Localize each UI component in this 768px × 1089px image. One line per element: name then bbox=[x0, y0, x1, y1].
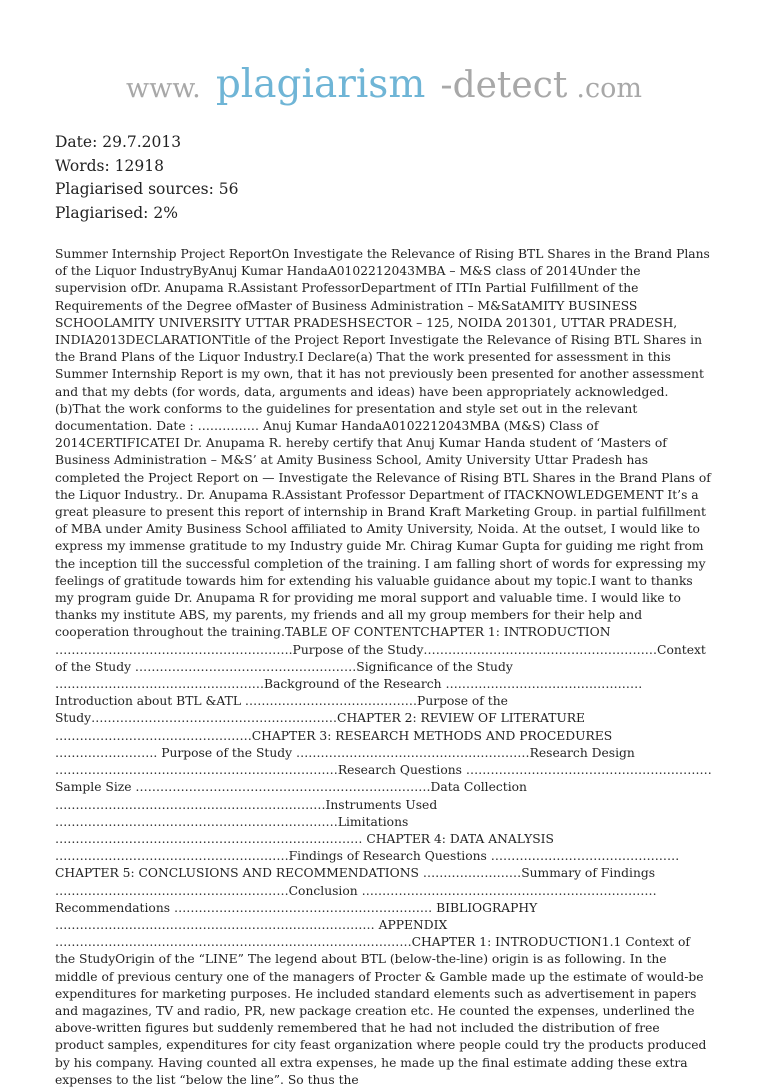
report-date-row bbox=[55, 131, 238, 155]
document-body-text: Summer Internship Project ReportOn Investigate the Relevance of Rising BTL Shares in the Brand Plans of the Liquor IndustryByAnuj Kumar HandaA0102212043MBA – M&S class of 2014Under the supervision ofDr. Anupama R.Assistant ProfessorDepartment of ITIn Partial Fulfillment of the Requirements of the Degree ofMaster of Business Administration – M&SatAMITY BUSINESS SCHOOLAMITY UNIVERSITY UTTAR PRADESHSECTOR – 125, NOIDA 201301, UTTAR PRADESH, INDIA2013DECLARATIONTitle of the Project Report Investigate the Relevance of Rising BTL Shares in the Brand Plans of the Liquor Industry.I Declare(a) That the work presented for assessment in this Summer Internship Report is my own, that it has not previously been presented for another assessment and that my debts (for words, data, arguments and ideas) have been appropriately acknowledged.(b)That the work conforms to the guidelines for presentation and style set out in the relevant documentation. Date : …………… Anuj Kumar HandaA0102212043MBA (M&S) Class of 2014CERTIFICATEI Dr. Anupama R. hereby certify that Anuj Kumar Handa student of ‘Masters of Business Administration – M&S’ at Amity Business School, Amity University Uttar Pradesh has completed the Project Report on — Investigate the Relevance of Rising BTL Shares in the Brand Plans of the Liquor Industry.. Dr. Anupama R.Assistant Professor Department of ITACKNOWLEDGEMENT It’s a great pleasure to present this report of internship in Brand Kraft Marketing Group. in partial fulfillment of MBA under Amity Business School affiliated to Amity University, Noida. At the outset, I would like to express my immense gratitude to my Industry guide Mr. Chirag Kumar Gupta for guiding me right from the inception till the successful completion of the training. I am falling short of words for expressing my feelings of gratitude towards him for extending his valuable guidance about my topic.I want to thanks my program guide Dr. Anupama R for providing me moral support and valuable time. I would like to thanks my institute ABS, my parents, my friends and all my group members for their help and cooperation throughout the training.TABLE OF CONTENTCHAPTER 1: INTRODUCTION ………………………………………………….Purpose of the Study…………………………………………………Context of the Study ………………………………………………Significance of the Study ……………………………………………Background of the Research ………………………………………… Introduction about BTL &ATL ……………………………………Purpose of the Study……………………………………………………CHAPTER 2: REVIEW OF LITERATURE …………………………………………CHAPTER 3: RESEARCH METHODS AND PROCEDURES ……………………. Purpose of the Study …………………………………………………Research Design ……………………………………………………………Research Questions ……………………………………………………Sample Size ………………………………………………………………Data Collection …………………………………………………………Instruments Used ……………………………………………………………Limitations ………………………………………………………………… CHAPTER 4: DATA ANALYSIS …………………………………………………Findings of Research Questions ………………………………………. CHAPTER 5: CONCLUSIONS AND RECOMMENDATIONS ……………………Summary of Findings …………………………………………………Conclusion ………………………………………………………………Recommendations ……………………………………………………… BIBLIOGRAPHY …………………………………………………………………… APPENDIX ……………………………………………………………………………CHAPTER 1: INTRODUCTION1.1 Context of the StudyOrigin of the “LINE” The legend about BTL (below-the-line) origin is as following. In the middle of previous century one of the managers of Procter & Gamble made up the estimate of would-be expenditures for marketing purposes. He included standard elements such as advertisement in papers and magazines, TV and radio, PR, new package creation etc. He counted the expenses, underlined the above-written figures but suddenly remembered that he had not included the distribution of free product samples, expenditures for city feast organization where people could try the products produced by his company. Having counted all extra expenses, he made up the final estimate adding these extra expenses to the list “below the line”. So thus the bbox=[55, 247, 712, 1087]
report-words-row bbox=[55, 155, 238, 179]
plagiarised-label: Plagiarised: bbox=[55, 203, 149, 222]
sources-label: Plagiarised sources: bbox=[55, 180, 214, 198]
logo-com-text: .com bbox=[576, 73, 642, 104]
logo-www-text: www. bbox=[126, 73, 201, 104]
report-plagiarised-row bbox=[55, 202, 238, 226]
date-value: 29.7.2013 bbox=[102, 133, 182, 151]
site-logo[interactable] bbox=[0, 62, 768, 107]
report-sources-row bbox=[55, 178, 238, 202]
words-value: 12918 bbox=[114, 156, 164, 175]
date-label: Date: bbox=[55, 133, 98, 151]
plagiarised-value: 2% bbox=[153, 203, 178, 222]
logo-brand-text: plagiarism bbox=[215, 62, 426, 107]
sources-value: 56 bbox=[218, 180, 239, 198]
words-label: Words: bbox=[55, 156, 110, 175]
logo-detect-text: -detect bbox=[440, 65, 568, 106]
report-summary bbox=[55, 131, 238, 225]
